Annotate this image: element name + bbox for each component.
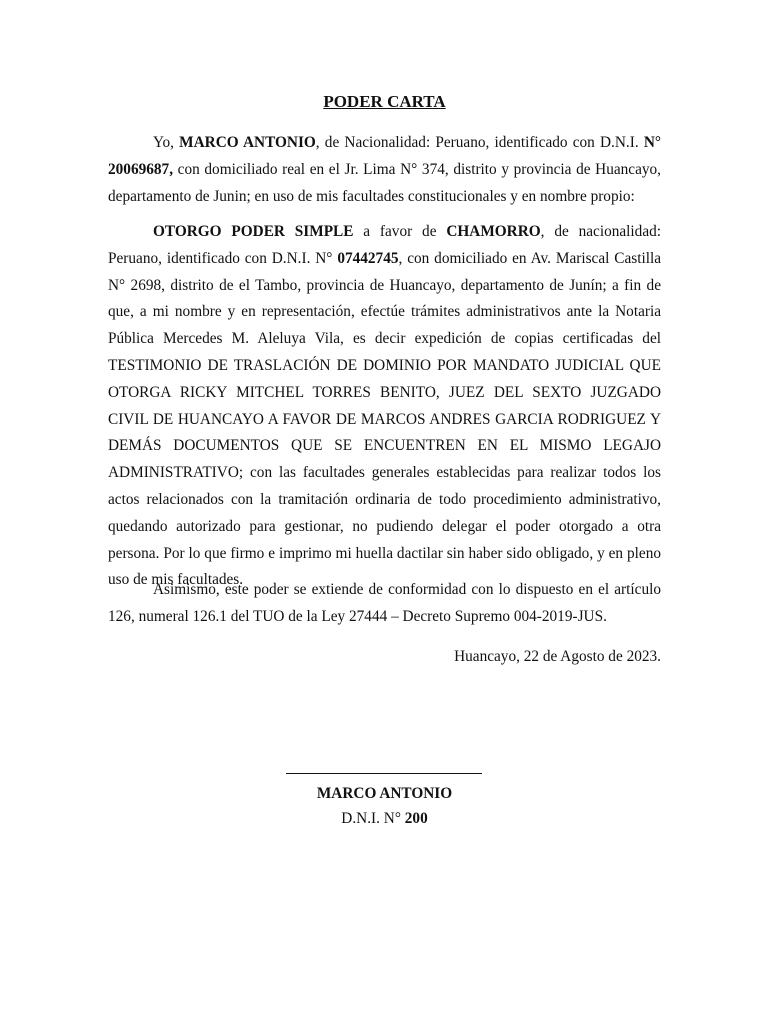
signature-dni-value: 200 (404, 810, 428, 827)
p2-text-3: , con domiciliado en Av. Mariscal Castilla N° 2698, distrito de el Tambo, provincia de Huancayo, departamento de Junín; a fin de que, a mi nombre y en representación, efectúe trámites administrativos ante la Notaria Pública Mercedes M. Aleluya Vila, es decir expedición de copias certificadas del TESTIMONIO DE TRASLACIÓN DE DOMINIO POR MANDATO JUDICIAL QUE OTORGA RICKY MITCHEL TORRES BENITO, JUEZ DEL SEXTO JUZGADO CIVIL DE HUANCAYO A FAVOR DE MARCOS ANDRES GARCIA RODRIGUEZ Y DEMÁS DOCUMENTOS QUE SE ENCUENTREN EN EL MISMO LEGAJO ADMINISTRATIVO; con las facultades generales establecidas para realizar todos los actos relacionados con la tramitación ordinaria de todo procedimiento administrativo, quedando autorizado para gestionar, no pudiendo delegar el poder otorgado a otra persona. Por lo que firmo e imprimo mi huella dactilar sin haber sido obligado, y en pleno uso de mis facultades. (108, 249, 661, 589)
document-date: Huancayo, 22 de Agosto de 2023. (454, 648, 661, 665)
signature-name: MARCO ANTONIO (316, 785, 453, 802)
grantee-name: CHAMORRO (446, 223, 541, 240)
p2-text-1: a favor de (353, 223, 447, 240)
p1-text-1: Yo, (153, 134, 180, 151)
grantee-dni: 07442745 (337, 249, 399, 267)
grantor-name: MARCO ANTONIO (179, 134, 316, 151)
signature-dni-label: D.N.I. N° (341, 810, 405, 827)
document-title: PODER CARTA (323, 92, 446, 111)
signature-dni (108, 807, 661, 831)
paragraph-legal-basis: Asimismo, este poder se extiende de conformidad con lo dispuesto en el artículo 126, numeral 126.1 del TUO de la Ley 27444 – Decreto Supremo 004-2019-JUS. (108, 581, 661, 625)
signature-line (286, 773, 482, 774)
paragraph-power-granted (108, 219, 661, 594)
p1-text-2: , de Nacionalidad: Peruano, identificado con D.N.I. (315, 134, 644, 151)
p2-text-2: , de nacionalidad: Peruano, identificado con D.N.I. N° (108, 223, 662, 267)
grant-heading: OTORGO PODER SIMPLE (153, 223, 354, 240)
paragraph-grantor (108, 130, 661, 210)
grantor-dni: N° 20069687, (108, 134, 661, 178)
p1-text-3: con domiciliado real en el Jr. Lima N° 374, distrito y provincia de Huancayo, departamento de Junin; en uso de mis facultades constitucionales y en nombre propio: (108, 160, 661, 205)
